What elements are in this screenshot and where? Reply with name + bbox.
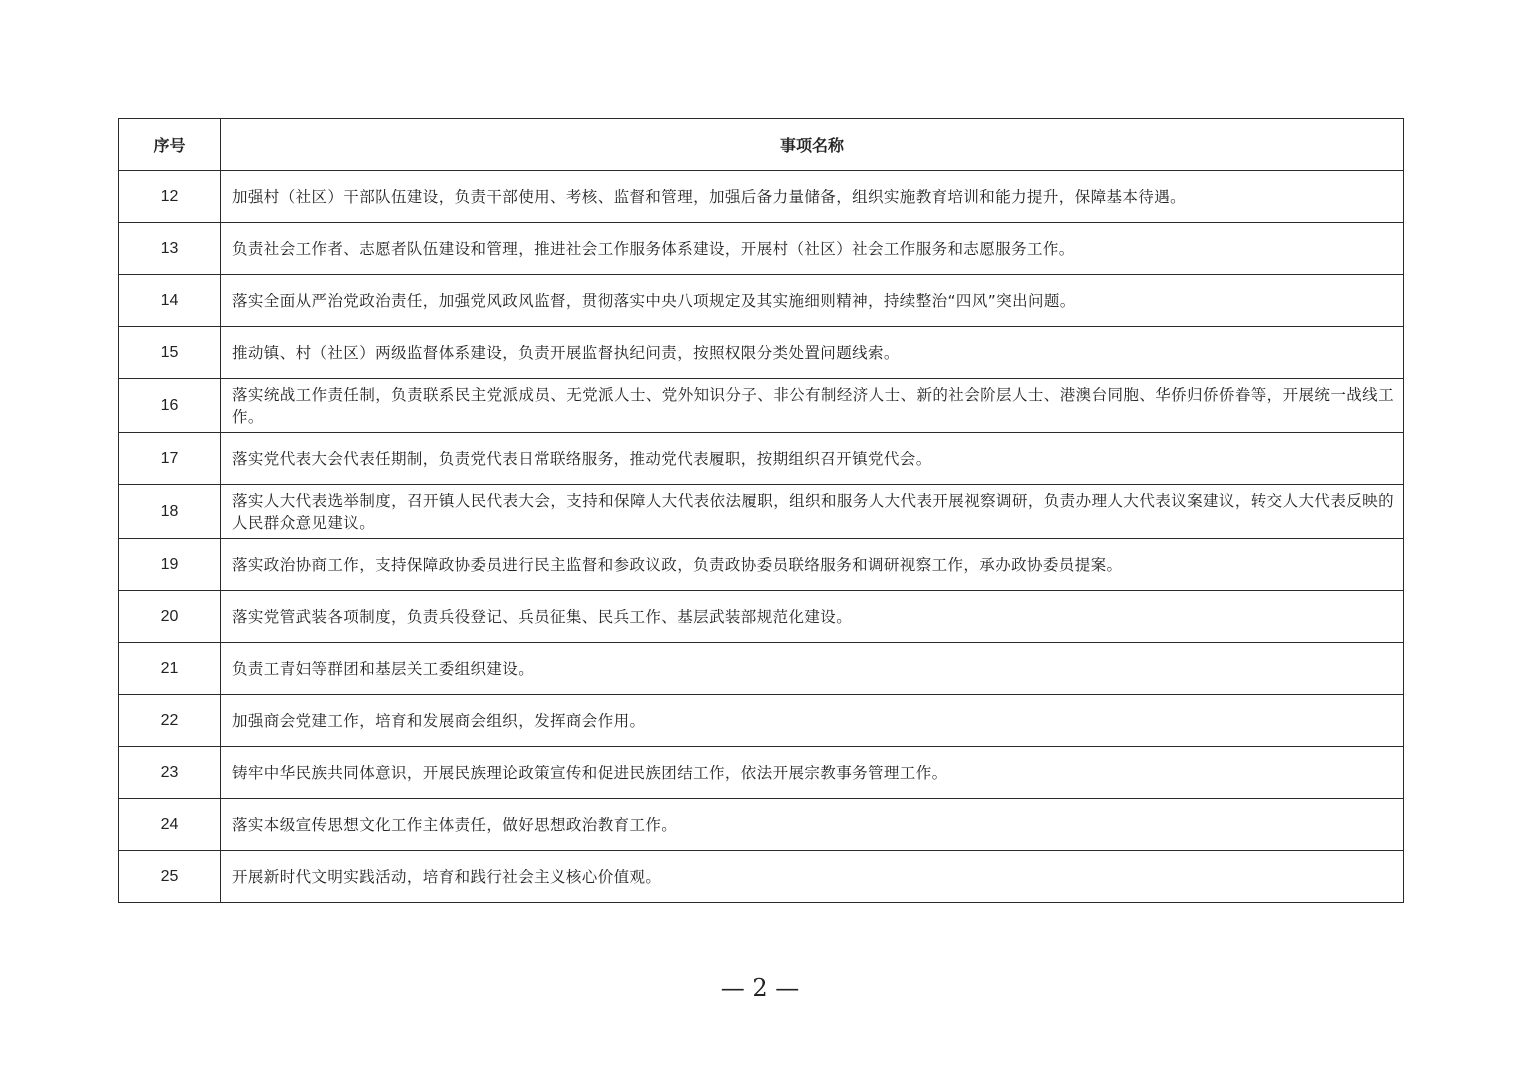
row-item-name: 铸牢中华民族共同体意识，开展民族理论政策宣传和促进民族团结工作，依法开展宗教事务管理工作。 <box>221 747 1404 799</box>
row-item-name: 开展新时代文明实践活动，培育和践行社会主义核心价值观。 <box>221 851 1404 903</box>
row-item-name: 加强商会党建工作，培育和发展商会组织，发挥商会作用。 <box>221 695 1404 747</box>
row-serial-number: 24 <box>119 799 221 851</box>
row-serial-number: 14 <box>119 275 221 327</box>
row-serial-number: 16 <box>119 379 221 433</box>
row-item-name: 落实政治协商工作，支持保障政协委员进行民主监督和参政议政，负责政协委员联络服务和调研视察工作，承办政协委员提案。 <box>221 539 1404 591</box>
table-row <box>119 379 1404 433</box>
table-row <box>119 433 1404 485</box>
row-item-name: 负责社会工作者、志愿者队伍建设和管理，推进社会工作服务体系建设，开展村（社区）社会工作服务和志愿服务工作。 <box>221 223 1404 275</box>
row-item-name: 落实人大代表选举制度，召开镇人民代表大会，支持和保障人大代表依法履职，组织和服务人大代表开展视察调研，负责办理人大代表议案建议，转交人大代表反映的人民群众意见建议。 <box>221 485 1404 539</box>
row-serial-number: 17 <box>119 433 221 485</box>
table-row <box>119 485 1404 539</box>
duty-items-table <box>118 118 1404 903</box>
header-item-name: 事项名称 <box>221 119 1404 171</box>
row-item-name: 落实党代表大会代表任期制，负责党代表日常联络服务，推动党代表履职，按期组织召开镇党代会。 <box>221 433 1404 485</box>
row-serial-number: 15 <box>119 327 221 379</box>
row-item-name: 落实本级宣传思想文化工作主体责任，做好思想政治教育工作。 <box>221 799 1404 851</box>
table-row <box>119 799 1404 851</box>
row-item-name: 负责工青妇等群团和基层关工委组织建设。 <box>221 643 1404 695</box>
row-item-name: 推动镇、村（社区）两级监督体系建设，负责开展监督执纪问责，按照权限分类处置问题线索。 <box>221 327 1404 379</box>
table-row <box>119 851 1404 903</box>
row-serial-number: 18 <box>119 485 221 539</box>
table-row <box>119 327 1404 379</box>
row-serial-number: 23 <box>119 747 221 799</box>
row-serial-number: 25 <box>119 851 221 903</box>
table-header-row <box>119 119 1404 171</box>
table-row <box>119 695 1404 747</box>
row-serial-number: 22 <box>119 695 221 747</box>
table-row <box>119 539 1404 591</box>
header-serial-number: 序号 <box>119 119 221 171</box>
row-serial-number: 13 <box>119 223 221 275</box>
table-row <box>119 171 1404 223</box>
table-row <box>119 275 1404 327</box>
table-row <box>119 223 1404 275</box>
row-serial-number: 12 <box>119 171 221 223</box>
row-item-name: 落实统战工作责任制，负责联系民主党派成员、无党派人士、党外知识分子、非公有制经济人士、新的社会阶层人士、港澳台同胞、华侨归侨侨眷等，开展统一战线工作。 <box>221 379 1404 433</box>
table-row <box>119 643 1404 695</box>
table-row <box>119 591 1404 643</box>
row-serial-number: 21 <box>119 643 221 695</box>
row-item-name: 落实党管武装各项制度，负责兵役登记、兵员征集、民兵工作、基层武装部规范化建设。 <box>221 591 1404 643</box>
row-serial-number: 20 <box>119 591 221 643</box>
row-item-name: 加强村（社区）干部队伍建设，负责干部使用、考核、监督和管理，加强后备力量储备，组织实施教育培训和能力提升，保障基本待遇。 <box>221 171 1404 223</box>
page-number: — 2 — <box>720 974 800 1002</box>
row-serial-number: 19 <box>119 539 221 591</box>
table-row <box>119 747 1404 799</box>
row-item-name: 落实全面从严治党政治责任，加强党风政风监督，贯彻落实中央八项规定及其实施细则精神，持续整治“四风”突出问题。 <box>221 275 1404 327</box>
